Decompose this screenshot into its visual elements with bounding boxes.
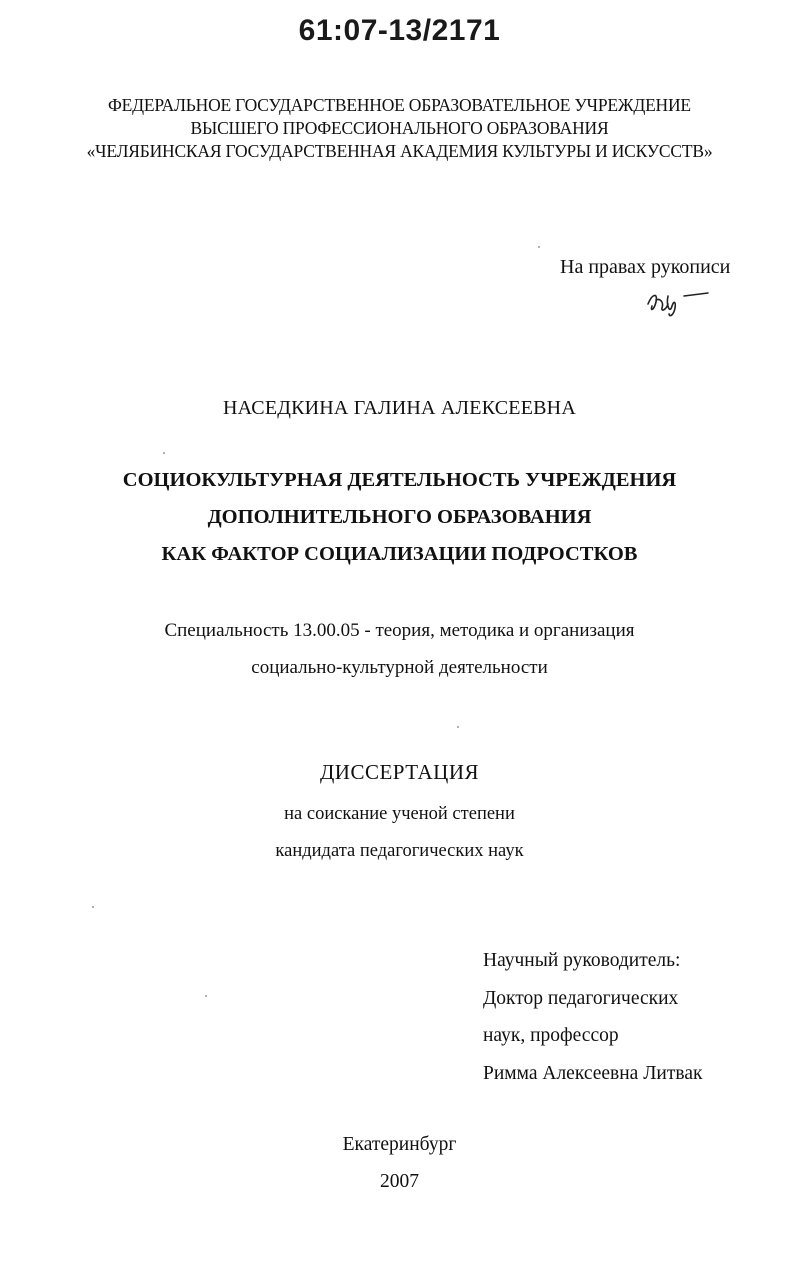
scan-speck — [538, 246, 540, 248]
handwritten-signature — [642, 284, 712, 318]
supervisor-degree-line: наук, профессор — [483, 1025, 619, 1046]
institution-line: «ЧЕЛЯБИНСКАЯ ГОСУДАРСТВЕННАЯ АКАДЕМИЯ КУЛЬТУРЫ И ИСКУССТВ» — [86, 141, 713, 161]
scan-speck — [457, 726, 459, 728]
title-line: СОЦИОКУЛЬТУРНАЯ ДЕЯТЕЛЬНОСТЬ УЧРЕЖДЕНИЯ — [122, 469, 677, 491]
document-type: ДИССЕРТАЦИЯ — [319, 760, 480, 784]
city: Екатеринбург — [342, 1134, 457, 1155]
institution-line: ФЕДЕРАЛЬНОЕ ГОСУДАРСТВЕННОЕ ОБРАЗОВАТЕЛЬНОЕ УЧРЕЖДЕНИЕ — [108, 95, 691, 115]
specialty — [0, 612, 799, 686]
dissertation-title — [0, 462, 799, 573]
specialty-line: Специальность 13.00.05 - теория, методика и организация — [164, 620, 635, 641]
year: 2007 — [380, 1171, 419, 1192]
supervisor-label: Научный руководитель: — [483, 950, 681, 971]
specialty-line: социально-культурной деятельности — [251, 657, 548, 678]
degree-line: на соискание ученой степени — [284, 804, 515, 824]
imprint — [0, 1126, 799, 1200]
degree-sought — [0, 796, 799, 870]
degree-line: кандидата педагогических наук — [275, 841, 524, 861]
scan-speck — [92, 906, 94, 908]
supervisor-block — [483, 942, 702, 1092]
supervisor-name: Римма Алексеевна Литвак — [483, 1062, 703, 1084]
supervisor-degree-line: Доктор педагогических — [483, 987, 679, 1009]
archive-stamp: 61:07-13/2171 — [298, 14, 501, 47]
institution-line: ВЫСШЕГО ПРОФЕССИОНАЛЬНОГО ОБРАЗОВАНИЯ — [190, 118, 609, 138]
institution-header — [0, 94, 799, 163]
title-line: ДОПОЛНИТЕЛЬНОГО ОБРАЗОВАНИЯ — [207, 506, 592, 528]
title-line: КАК ФАКТОР СОЦИАЛИЗАЦИИ ПОДРОСТКОВ — [161, 543, 638, 565]
scan-speck — [205, 995, 207, 997]
manuscript-rights: На правах рукописи — [560, 256, 731, 278]
author-name: НАСЕДКИНА ГАЛИНА АЛЕКСЕЕВНА — [223, 397, 576, 419]
scan-speck — [163, 452, 165, 454]
